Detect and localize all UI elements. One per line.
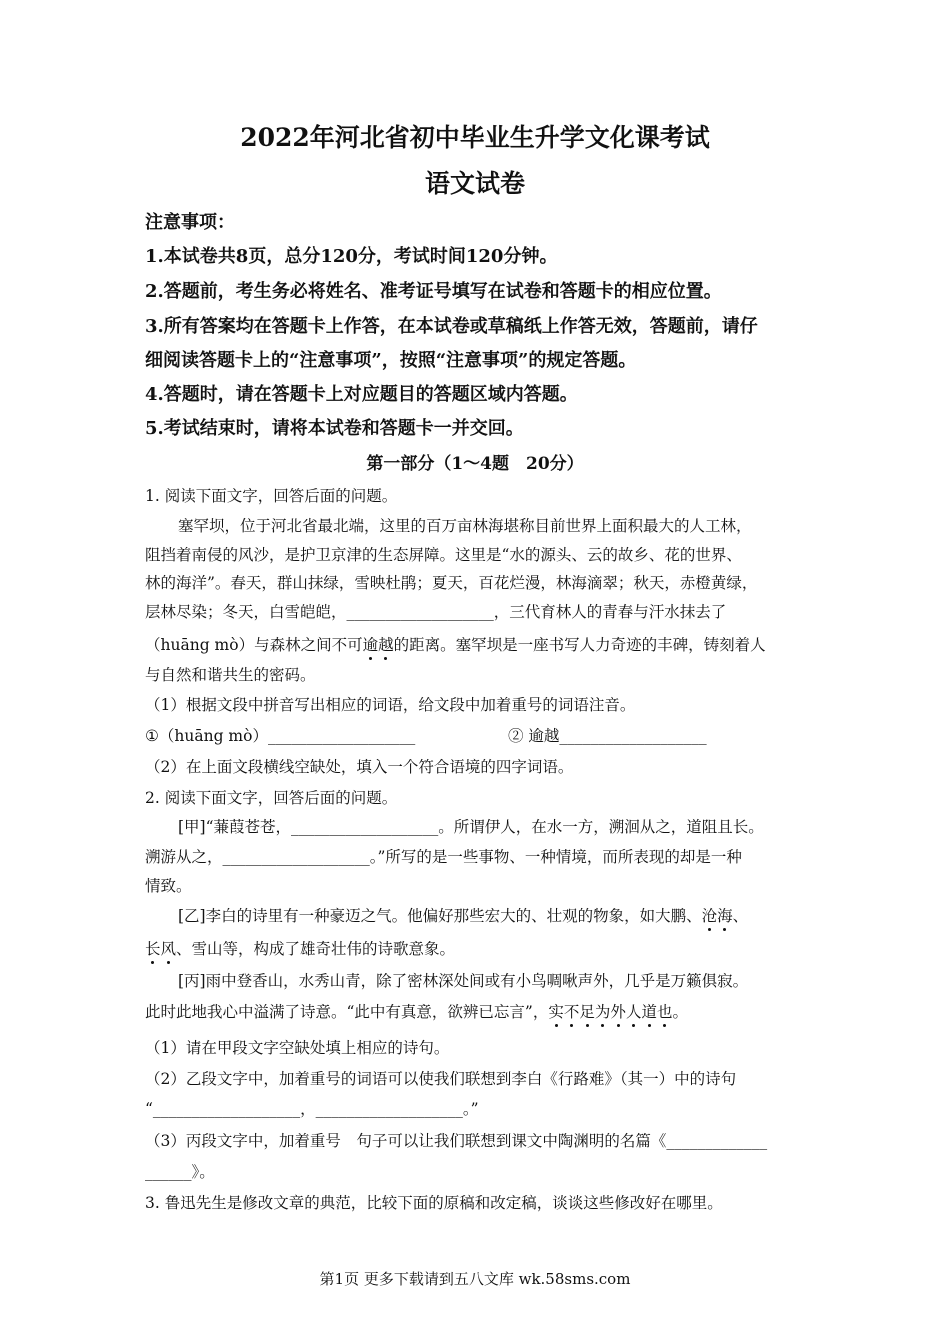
notice-item: 3.所有答案均在答题卡上作答，在本试卷或草稿纸上作答无效，答题前，请仔 bbox=[145, 316, 758, 337]
q2-bing-line bbox=[145, 1000, 688, 1022]
emphasis-char: 外 bbox=[610, 1003, 626, 1021]
q2-yi-line bbox=[178, 904, 748, 926]
q2-prompt: 2. 阅读下面文字，回答后面的问题。 bbox=[145, 789, 398, 807]
notice-item: 1.本试卷共8页，总分120分，考试时间120分钟。 bbox=[145, 246, 558, 267]
q1-passage-line: 层林尽染；冬天，白雪皑皑，___________________，三代育林人的青春与汗水抹去了 bbox=[145, 603, 727, 621]
q2-subquestion: （1）请在甲段文字空缺处填上相应的诗句。 bbox=[145, 1039, 450, 1057]
q2-bing-text: 此时此地我心中溢满了诗意。“此中有真意，欲辨已忘言”， bbox=[145, 1003, 549, 1021]
emphasis-char: 为 bbox=[594, 1003, 611, 1021]
exam-title: 2022年河北省初中毕业生升学文化课考试 bbox=[240, 123, 710, 152]
q2-jia-line: [甲]“蒹葭苍苍，___________________。所谓伊人，在水一方，溯洄从之，道阻且长。 bbox=[178, 818, 764, 836]
emphasis-char: 也 bbox=[656, 1003, 673, 1021]
exam-subtitle: 语文试卷 bbox=[424, 169, 525, 198]
notice-item: 4.答题时，请在答题卡上对应题目的答题区域内答题。 bbox=[145, 384, 578, 405]
q2-yi-line bbox=[145, 937, 455, 959]
q2-bing-line: [丙]雨中登香山，水秀山青，除了密林深处间或有小鸟啁啾声外，几乎是万籁俱寂。 bbox=[178, 972, 749, 990]
q1-passage-line bbox=[145, 633, 766, 655]
q3-prompt: 3. 鲁迅先生是修改文章的典范，比较下面的原稿和改定稿，谈谈这些修改好在哪里。 bbox=[145, 1194, 723, 1212]
page-footer: 第1页 更多下载请到五八文库 wk.58sms.com bbox=[319, 1270, 631, 1288]
q1-passage-line: 林的海洋”。春天，群山抹绿，雪映杜鹃；夏天，百花烂漫，林海滴翠；秋天，赤橙黄绿， bbox=[145, 574, 758, 592]
q1-answer-blank-1: ①（huāng mò）___________________ bbox=[145, 727, 416, 745]
notice-heading: 注意事项： bbox=[145, 212, 235, 233]
q1-pinyin-text: （huāng mò）与森林之间不可 bbox=[145, 636, 363, 654]
section-heading: 第一部分（1～4题 20分） bbox=[366, 454, 584, 474]
q2-subquestion: （2）乙段文字中，加着重号的词语可以使我们联想到李白《行路难》（其一）中的诗句 bbox=[145, 1070, 737, 1088]
emphasis-char: 长 bbox=[145, 940, 161, 958]
q2-yi-text: [乙]李白的诗里有一种豪迈之气。他偏好那些宏大的、壮观的物象，如大鹏、 bbox=[178, 907, 702, 925]
emphasis-char: 越 bbox=[378, 636, 394, 654]
notice-item: 5.考试结束时，请将本试卷和答题卡一并交回。 bbox=[145, 418, 524, 439]
emphasis-char: 道 bbox=[641, 1003, 657, 1021]
q2-yi-text: 、雪山等，构成了雄奇壮伟的诗歌意象。 bbox=[176, 940, 456, 958]
q1-prompt: 1. 阅读下面文字，回答后面的问题。 bbox=[145, 487, 398, 505]
notice-item: 细阅读答题卡上的“注意事项”，按照“注意事项”的规定答题。 bbox=[145, 350, 637, 371]
q1-answer-blank-2: ② 逾越___________________ bbox=[508, 727, 707, 745]
emphasis-char: 风 bbox=[160, 940, 177, 958]
emphasis-char: 逾 bbox=[362, 636, 379, 654]
emphasis-char: 人 bbox=[625, 1003, 642, 1021]
q1-passage-text: 的距离。塞罕坝是一座书写人力奇迹的丰碑，铸刻着人 bbox=[393, 636, 766, 654]
emphasis-char: 不 bbox=[563, 1003, 580, 1021]
q2-yi-text: 、 bbox=[732, 907, 749, 925]
q1-passage-line: 与自然和谐共生的密码。 bbox=[145, 666, 316, 684]
emphasis-char: 实 bbox=[548, 1003, 564, 1021]
q1-passage-line: 塞罕坝，位于河北省最北端，这里的百万亩林海堪称目前世界上面积最大的人工林， bbox=[178, 517, 752, 535]
emphasis-char: 沧 bbox=[701, 907, 718, 925]
q2-bing-text: 。 bbox=[672, 1003, 688, 1021]
q1-subquestion: （1）根据文段中拼音写出相应的词语，给文段中加着重号的词语注音。 bbox=[145, 696, 636, 714]
q1-subquestion: （2）在上面文段横线空缺处，填入一个符合语境的四字词语。 bbox=[145, 758, 574, 776]
notice-item: 2.答题前，考生务必将姓名、准考证号填写在试卷和答题卡的相应位置。 bbox=[145, 281, 722, 302]
q2-jia-line: 溯游从之，___________________。”所写的是一些事物、一种情境，而所表现的却是一种 bbox=[145, 848, 742, 866]
q2-answer-blank: “___________________，___________________。” bbox=[145, 1100, 479, 1118]
q1-passage-line: 阻挡着南侵的风沙，是护卫京津的生态屏障。这里是“水的源头、云的故乡、花的世界、 bbox=[145, 546, 742, 564]
q2-jia-line: 情致。 bbox=[145, 877, 192, 895]
emphasis-char: 海 bbox=[717, 907, 733, 925]
q2-answer-blank: ______》。 bbox=[145, 1163, 215, 1181]
q2-subquestion: （3）丙段文字中，加着重号 句子可以让我们联想到课文中陶渊明的名篇《_____________ bbox=[145, 1132, 768, 1150]
emphasis-char: 足 bbox=[579, 1003, 595, 1021]
